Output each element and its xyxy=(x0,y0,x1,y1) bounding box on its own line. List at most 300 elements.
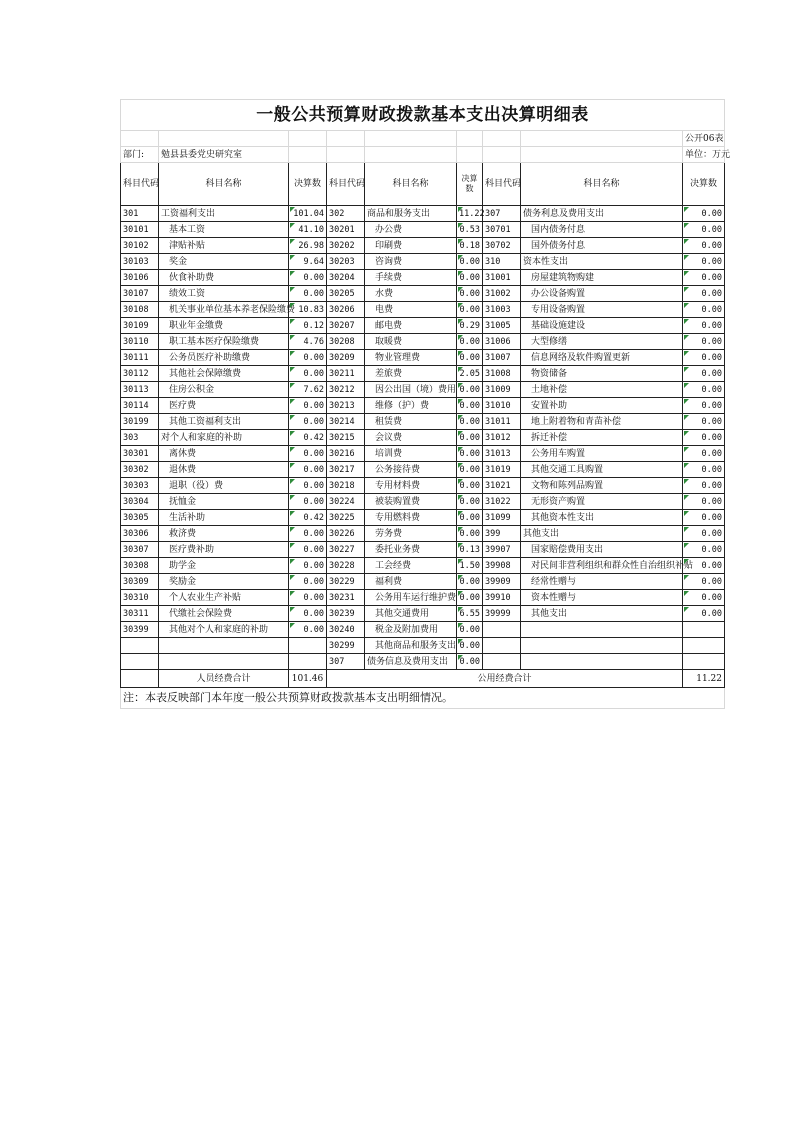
footnote: 注：本表反映部门本年度一般公共预算财政拨款基本支出明细情况。 xyxy=(121,688,725,709)
subject-name-1: 医疗费 xyxy=(159,398,289,414)
personnel-total-value: 101.46 xyxy=(289,670,327,688)
amount-3: 0.00 xyxy=(683,382,725,398)
amount-3: 0.00 xyxy=(683,606,725,622)
subject-name-1: 其他对个人和家庭的补助 xyxy=(159,622,289,638)
amount-2: 0.00 xyxy=(457,414,483,430)
table-row xyxy=(121,270,725,286)
subject-name-3: 对民间非营利组织和群众性自治组织补贴 xyxy=(521,558,683,574)
subject-code-2: 30207 xyxy=(327,318,365,334)
subject-code-2: 30227 xyxy=(327,542,365,558)
subject-code-1: 30111 xyxy=(121,350,159,366)
amount-3: 0.00 xyxy=(683,398,725,414)
subject-name-2: 会议费 xyxy=(365,430,457,446)
amount-3: 0.00 xyxy=(683,270,725,286)
amount-3: 0.00 xyxy=(683,542,725,558)
amount-3 xyxy=(683,638,725,654)
amount-2: 0.00 xyxy=(457,254,483,270)
subject-name-1: 退休费 xyxy=(159,462,289,478)
amount-1: 26.98 xyxy=(289,238,327,254)
subject-code-3 xyxy=(483,638,521,654)
amount-2: 6.55 xyxy=(457,606,483,622)
subject-code-1: 30304 xyxy=(121,494,159,510)
subject-code-1: 30301 xyxy=(121,446,159,462)
subject-name-1: 退职（役）费 xyxy=(159,478,289,494)
subject-name-1: 奖励金 xyxy=(159,574,289,590)
header-amount-1: 决算数 xyxy=(289,163,327,206)
amount-1: 4.76 xyxy=(289,334,327,350)
subject-name-3: 物资储备 xyxy=(521,366,683,382)
table-row xyxy=(121,414,725,430)
table-row xyxy=(121,526,725,542)
subject-code-1: 30112 xyxy=(121,366,159,382)
subject-code-1 xyxy=(121,654,159,670)
amount-2: 0.00 xyxy=(457,654,483,670)
amount-2: 0.00 xyxy=(457,638,483,654)
subject-code-2: 30225 xyxy=(327,510,365,526)
table-row xyxy=(121,606,725,622)
subject-name-3: 经常性赠与 xyxy=(521,574,683,590)
subject-name-3: 资本性赠与 xyxy=(521,590,683,606)
amount-3: 0.00 xyxy=(683,574,725,590)
table-row xyxy=(121,494,725,510)
subject-code-2: 30226 xyxy=(327,526,365,542)
amount-3: 0.00 xyxy=(683,558,725,574)
amount-1: 7.62 xyxy=(289,382,327,398)
amount-2: 0.00 xyxy=(457,446,483,462)
amount-3: 0.00 xyxy=(683,462,725,478)
subject-name-2: 因公出国（境）费用 xyxy=(365,382,457,398)
subject-name-3: 债务利息及费用支出 xyxy=(521,206,683,222)
subject-name-2: 税金及附加费用 xyxy=(365,622,457,638)
personnel-total-label: 人员经费合计 xyxy=(159,670,289,688)
amount-2: 0.00 xyxy=(457,430,483,446)
subject-code-3: 310 xyxy=(483,254,521,270)
subject-code-3: 31001 xyxy=(483,270,521,286)
subject-name-2: 差旅费 xyxy=(365,366,457,382)
subject-code-1: 30307 xyxy=(121,542,159,558)
subject-code-1: 30311 xyxy=(121,606,159,622)
subject-code-3: 31007 xyxy=(483,350,521,366)
amount-2: 0.00 xyxy=(457,622,483,638)
subject-code-1: 30114 xyxy=(121,398,159,414)
subject-code-3: 307 xyxy=(483,206,521,222)
table-row xyxy=(121,382,725,398)
amount-3: 0.00 xyxy=(683,222,725,238)
subject-code-3: 39999 xyxy=(483,606,521,622)
amount-3: 0.00 xyxy=(683,302,725,318)
subject-name-1: 工资福利支出 xyxy=(159,206,289,222)
amount-1: 0.00 xyxy=(289,398,327,414)
amount-1: 0.00 xyxy=(289,366,327,382)
amount-1: 0.00 xyxy=(289,478,327,494)
amount-1: 0.42 xyxy=(289,430,327,446)
amount-2: 0.00 xyxy=(457,574,483,590)
subject-code-2: 30209 xyxy=(327,350,365,366)
subject-name-2: 福利费 xyxy=(365,574,457,590)
amount-3: 0.00 xyxy=(683,430,725,446)
amount-2: 0.00 xyxy=(457,494,483,510)
subject-code-2: 30202 xyxy=(327,238,365,254)
subject-name-3: 办公设备购置 xyxy=(521,286,683,302)
subject-name-3: 文物和陈列品购置 xyxy=(521,478,683,494)
subject-code-3: 31009 xyxy=(483,382,521,398)
subject-name-3 xyxy=(521,638,683,654)
subject-code-2: 30201 xyxy=(327,222,365,238)
amount-1: 0.00 xyxy=(289,606,327,622)
amount-1 xyxy=(289,654,327,670)
table-row xyxy=(121,542,725,558)
subject-code-1: 30109 xyxy=(121,318,159,334)
subject-name-3: 土地补偿 xyxy=(521,382,683,398)
header-name-3: 科目名称 xyxy=(521,163,683,206)
amount-1 xyxy=(289,638,327,654)
subject-code-1: 30108 xyxy=(121,302,159,318)
amount-1: 0.00 xyxy=(289,350,327,366)
subject-name-2: 印刷费 xyxy=(365,238,457,254)
subject-code-2: 302 xyxy=(327,206,365,222)
public-total-label xyxy=(327,670,683,688)
subject-name-3 xyxy=(521,622,683,638)
amount-1: 101.04 xyxy=(289,206,327,222)
subject-name-1: 医疗费补助 xyxy=(159,542,289,558)
amount-2: 1.50 xyxy=(457,558,483,574)
subject-name-2: 债务信息及费用支出 xyxy=(365,654,457,670)
subject-name-3: 拆迁补偿 xyxy=(521,430,683,446)
subject-code-3: 31022 xyxy=(483,494,521,510)
subject-name-3: 无形资产购置 xyxy=(521,494,683,510)
subject-name-2: 劳务费 xyxy=(365,526,457,542)
amount-3: 0.00 xyxy=(683,510,725,526)
subject-code-3: 399 xyxy=(483,526,521,542)
amount-2: 0.00 xyxy=(457,270,483,286)
table-row xyxy=(121,398,725,414)
subject-code-2: 30214 xyxy=(327,414,365,430)
amount-3: 0.00 xyxy=(683,318,725,334)
subject-code-3: 31099 xyxy=(483,510,521,526)
department-name: 勉县县委党史研究室 xyxy=(159,147,289,163)
amount-1: 0.00 xyxy=(289,414,327,430)
subject-code-2: 30216 xyxy=(327,446,365,462)
subject-code-1: 30310 xyxy=(121,590,159,606)
amount-3: 0.00 xyxy=(683,446,725,462)
subject-code-1: 30308 xyxy=(121,558,159,574)
subject-code-3: 39910 xyxy=(483,590,521,606)
subject-name-3: 信息网络及软件购置更新 xyxy=(521,350,683,366)
subject-name-1: 住房公积金 xyxy=(159,382,289,398)
amount-1: 0.00 xyxy=(289,590,327,606)
amount-2: 0.00 xyxy=(457,510,483,526)
subject-code-2: 30203 xyxy=(327,254,365,270)
subject-name-3: 其他支出 xyxy=(521,526,683,542)
subject-name-2: 公务接待费 xyxy=(365,462,457,478)
table-row xyxy=(121,446,725,462)
table-row xyxy=(121,206,725,222)
amount-1: 0.00 xyxy=(289,622,327,638)
header-amount-2: 决算数 xyxy=(457,163,483,206)
subject-name-2: 维修（护）费 xyxy=(365,398,457,414)
subject-name-1: 其他工资福利支出 xyxy=(159,414,289,430)
subject-code-1: 30399 xyxy=(121,622,159,638)
subject-code-3: 31011 xyxy=(483,414,521,430)
subject-name-1: 基本工资 xyxy=(159,222,289,238)
subject-code-3 xyxy=(483,622,521,638)
department-label: 部门: xyxy=(121,147,159,163)
subject-name-1: 津贴补贴 xyxy=(159,238,289,254)
subject-code-2: 30211 xyxy=(327,366,365,382)
amount-3: 0.00 xyxy=(683,478,725,494)
subject-code-2: 30204 xyxy=(327,270,365,286)
amount-3 xyxy=(683,654,725,670)
subject-name-3: 房屋建筑物购建 xyxy=(521,270,683,286)
subject-name-3: 国外债务付息 xyxy=(521,238,683,254)
table-row xyxy=(121,590,725,606)
subject-name-2: 其他交通费用 xyxy=(365,606,457,622)
amount-3 xyxy=(683,622,725,638)
subject-name-2: 电费 xyxy=(365,302,457,318)
amount-1: 41.10 xyxy=(289,222,327,238)
header-row xyxy=(121,163,725,206)
amount-2: 0.13 xyxy=(457,542,483,558)
subject-code-3: 31008 xyxy=(483,366,521,382)
table-row xyxy=(121,254,725,270)
amount-1: 0.00 xyxy=(289,446,327,462)
subject-name-1 xyxy=(159,654,289,670)
amount-2: 0.00 xyxy=(457,382,483,398)
subject-code-2: 30240 xyxy=(327,622,365,638)
subject-code-3: 31012 xyxy=(483,430,521,446)
subject-code-3: 30701 xyxy=(483,222,521,238)
header-name-1: 科目名称 xyxy=(159,163,289,206)
table-row xyxy=(121,366,725,382)
amount-1: 0.12 xyxy=(289,318,327,334)
table-row xyxy=(121,334,725,350)
subject-name-1: 助学金 xyxy=(159,558,289,574)
subject-code-2: 30212 xyxy=(327,382,365,398)
subject-name-3: 国内债务付息 xyxy=(521,222,683,238)
expenditure-detail-sheet xyxy=(120,99,731,709)
subject-name-2: 取暖费 xyxy=(365,334,457,350)
subject-name-2: 水费 xyxy=(365,286,457,302)
table-row xyxy=(121,350,725,366)
amount-2: 0.18 xyxy=(457,238,483,254)
header-amount-3: 决算数 xyxy=(683,163,725,206)
subject-code-2: 30229 xyxy=(327,574,365,590)
amount-3: 0.00 xyxy=(683,206,725,222)
subject-name-3: 大型修缮 xyxy=(521,334,683,350)
subject-name-1: 职业年金缴费 xyxy=(159,318,289,334)
subject-code-3: 31021 xyxy=(483,478,521,494)
subject-code-1: 30113 xyxy=(121,382,159,398)
subject-code-3 xyxy=(483,654,521,670)
table-number: 公开06表 xyxy=(683,131,725,147)
subject-code-2: 30206 xyxy=(327,302,365,318)
amount-2: 0.00 xyxy=(457,478,483,494)
subject-name-2: 被装购置费 xyxy=(365,494,457,510)
subject-code-3: 39908 xyxy=(483,558,521,574)
amount-2: 0.00 xyxy=(457,286,483,302)
amount-1: 0.00 xyxy=(289,270,327,286)
subject-name-3: 安置补助 xyxy=(521,398,683,414)
subject-code-3: 31003 xyxy=(483,302,521,318)
subject-code-1: 30103 xyxy=(121,254,159,270)
subject-name-1: 奖金 xyxy=(159,254,289,270)
table-row xyxy=(121,430,725,446)
table-row xyxy=(121,478,725,494)
amount-3: 0.00 xyxy=(683,526,725,542)
amount-3: 0.00 xyxy=(683,590,725,606)
subject-code-3: 39907 xyxy=(483,542,521,558)
subject-name-2: 办公费 xyxy=(365,222,457,238)
subject-code-3: 31006 xyxy=(483,334,521,350)
subject-name-2: 公务用车运行维护费 xyxy=(365,590,457,606)
subject-name-2: 邮电费 xyxy=(365,318,457,334)
subject-name-2: 物业管理费 xyxy=(365,350,457,366)
subject-name-3: 资本性支出 xyxy=(521,254,683,270)
header-name-2: 科目名称 xyxy=(365,163,457,206)
amount-3: 0.00 xyxy=(683,238,725,254)
table-row xyxy=(121,238,725,254)
amount-2: 0.00 xyxy=(457,526,483,542)
subject-name-2: 咨询费 xyxy=(365,254,457,270)
subject-code-1 xyxy=(121,638,159,654)
amount-1: 0.00 xyxy=(289,542,327,558)
amount-3: 0.00 xyxy=(683,254,725,270)
amount-1: 0.00 xyxy=(289,526,327,542)
subject-code-3: 39909 xyxy=(483,574,521,590)
subject-name-2: 培训费 xyxy=(365,446,457,462)
subject-code-3: 31010 xyxy=(483,398,521,414)
amount-2: 11.22 xyxy=(457,206,483,222)
subject-name-3: 专用设备购置 xyxy=(521,302,683,318)
subject-code-2: 30213 xyxy=(327,398,365,414)
subject-code-1: 303 xyxy=(121,430,159,446)
subject-code-2: 30218 xyxy=(327,478,365,494)
subject-code-2: 30224 xyxy=(327,494,365,510)
subject-name-1 xyxy=(159,638,289,654)
amount-2: 2.05 xyxy=(457,366,483,382)
header-code-1: 科目代码 xyxy=(121,163,159,206)
table-row xyxy=(121,574,725,590)
subject-code-2: 30231 xyxy=(327,590,365,606)
subject-code-1: 30302 xyxy=(121,462,159,478)
subject-name-1: 绩效工资 xyxy=(159,286,289,302)
subject-code-2: 30205 xyxy=(327,286,365,302)
subject-code-3: 31013 xyxy=(483,446,521,462)
amount-2: 0.00 xyxy=(457,302,483,318)
amount-3: 0.00 xyxy=(683,366,725,382)
subject-code-1: 30107 xyxy=(121,286,159,302)
subject-name-2: 委托业务费 xyxy=(365,542,457,558)
subject-code-2: 30228 xyxy=(327,558,365,574)
amount-3: 0.00 xyxy=(683,414,725,430)
amount-2: 0.29 xyxy=(457,318,483,334)
subject-name-2: 商品和服务支出 xyxy=(365,206,457,222)
amount-1: 0.00 xyxy=(289,494,327,510)
subject-code-3: 31019 xyxy=(483,462,521,478)
amount-2: 0.00 xyxy=(457,590,483,606)
table-row xyxy=(121,654,725,670)
subject-name-3: 其他交通工具购置 xyxy=(521,462,683,478)
subject-name-3: 基础设施建设 xyxy=(521,318,683,334)
table-row xyxy=(121,638,725,654)
amount-2: 0.00 xyxy=(457,334,483,350)
subject-name-3: 公务用车购置 xyxy=(521,446,683,462)
header-code-3: 科目代码 xyxy=(483,163,521,206)
subject-name-1: 个人农业生产补贴 xyxy=(159,590,289,606)
subject-code-1: 30305 xyxy=(121,510,159,526)
subject-code-1: 30106 xyxy=(121,270,159,286)
subject-code-2: 30208 xyxy=(327,334,365,350)
subject-name-1: 职工基本医疗保险缴费 xyxy=(159,334,289,350)
subject-code-3: 30702 xyxy=(483,238,521,254)
subject-name-2: 其他商品和服务支出 xyxy=(365,638,457,654)
header-code-2: 科目代码 xyxy=(327,163,365,206)
amount-1: 0.00 xyxy=(289,558,327,574)
public-total-label-text: 公用经费合计 xyxy=(477,673,532,684)
subject-code-1: 30303 xyxy=(121,478,159,494)
subject-code-2: 307 xyxy=(327,654,365,670)
table-row xyxy=(121,286,725,302)
public-total-value: 11.22 xyxy=(683,670,725,688)
table-row xyxy=(121,222,725,238)
subject-code-1: 30309 xyxy=(121,574,159,590)
subject-code-3: 31005 xyxy=(483,318,521,334)
subject-name-1: 伙食补助费 xyxy=(159,270,289,286)
table-row xyxy=(121,318,725,334)
amount-2: 0.53 xyxy=(457,222,483,238)
table-row xyxy=(121,622,725,638)
amount-3: 0.00 xyxy=(683,350,725,366)
table-row xyxy=(121,558,725,574)
subject-name-2: 专用燃料费 xyxy=(365,510,457,526)
subject-name-1: 救济费 xyxy=(159,526,289,542)
subject-name-3 xyxy=(521,654,683,670)
subject-name-1: 离休费 xyxy=(159,446,289,462)
subject-name-2: 专用材料费 xyxy=(365,478,457,494)
amount-1: 10.83 xyxy=(289,302,327,318)
subject-code-2: 30215 xyxy=(327,430,365,446)
subject-name-1: 机关事业单位基本养老保险缴费 xyxy=(159,302,289,318)
subject-name-1: 公务员医疗补助缴费 xyxy=(159,350,289,366)
amount-1: 0.42 xyxy=(289,510,327,526)
table-row xyxy=(121,302,725,318)
subject-name-2: 工会经费 xyxy=(365,558,457,574)
subject-name-2: 租赁费 xyxy=(365,414,457,430)
table-row xyxy=(121,462,725,478)
subject-code-1: 30102 xyxy=(121,238,159,254)
expenditure-table xyxy=(120,99,731,709)
amount-3: 0.00 xyxy=(683,494,725,510)
subject-name-3: 地上附着物和青苗补偿 xyxy=(521,414,683,430)
amount-1: 0.00 xyxy=(289,574,327,590)
totals-row xyxy=(121,670,725,688)
amount-3: 0.00 xyxy=(683,286,725,302)
amount-2: 0.00 xyxy=(457,398,483,414)
subject-code-1: 30306 xyxy=(121,526,159,542)
subject-name-1: 对个人和家庭的补助 xyxy=(159,430,289,446)
subject-code-1: 30110 xyxy=(121,334,159,350)
subject-name-1: 代缴社会保险费 xyxy=(159,606,289,622)
subject-name-1: 抚恤金 xyxy=(159,494,289,510)
subject-code-1: 30101 xyxy=(121,222,159,238)
table-row xyxy=(121,510,725,526)
amount-1: 9.64 xyxy=(289,254,327,270)
amount-1: 0.00 xyxy=(289,462,327,478)
subject-name-3: 其他支出 xyxy=(521,606,683,622)
subject-code-2: 30299 xyxy=(327,638,365,654)
subject-name-3: 其他资本性支出 xyxy=(521,510,683,526)
page-title: 一般公共预算财政拨款基本支出决算明细表 xyxy=(121,100,725,131)
